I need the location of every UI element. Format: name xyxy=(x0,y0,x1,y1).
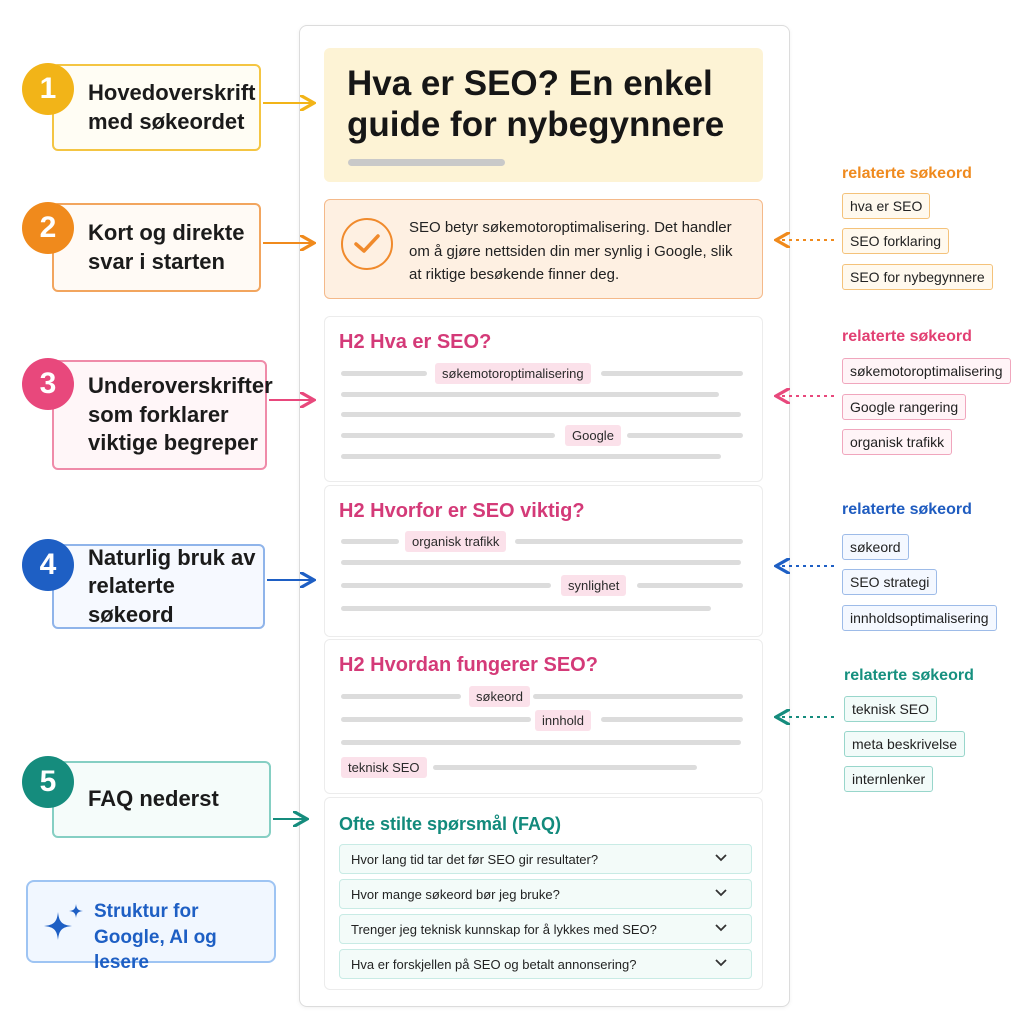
section-heading-2: H2 Hvorfor er SEO viktig? xyxy=(339,500,585,522)
faq-question-text: Hvor mange søkeord bør jeg bruke? xyxy=(351,887,560,902)
section-heading-1: H2 Hva er SEO? xyxy=(339,331,492,353)
direct-answer-card xyxy=(324,199,763,299)
faq-title: Ofte stilte spørsmål (FAQ) xyxy=(339,814,562,834)
keyword-tag: søkeord xyxy=(469,686,530,707)
step-number-2: 2 xyxy=(22,202,74,254)
text-line xyxy=(637,583,743,588)
direct-answer-text: SEO betyr søkemotoroptimalisering. Det handler om å gjøre nettsiden din mer synlig i Google, slik at riktige besøkende finner deg. xyxy=(409,219,733,284)
step-box-1 xyxy=(52,64,261,151)
text-line xyxy=(341,433,555,438)
keyword-tag: teknisk SEO xyxy=(341,757,427,778)
step-number-1: 1 xyxy=(22,63,74,115)
text-line xyxy=(341,412,741,417)
keyword-tag: Google xyxy=(565,425,621,446)
section-card-1 xyxy=(324,316,763,482)
step-number-4: 4 xyxy=(22,539,74,591)
text-line xyxy=(601,371,743,376)
keyword-chip: organisk trafikk xyxy=(842,429,952,455)
text-line xyxy=(341,371,427,376)
step-box-5 xyxy=(52,761,271,838)
step-5-label: FAQ nederst xyxy=(88,786,219,812)
text-line xyxy=(341,583,551,588)
text-line xyxy=(341,392,719,397)
keyword-chip: innholdsoptimalisering xyxy=(842,605,997,631)
badge-text: Struktur for Google, AI og lesere xyxy=(94,901,217,974)
text-line xyxy=(341,606,711,611)
text-line xyxy=(341,694,461,699)
step-box-4 xyxy=(52,544,265,629)
faq-card xyxy=(324,797,763,990)
faq-question-4[interactable] xyxy=(339,949,752,979)
text-line xyxy=(341,560,741,565)
keyword-chip: SEO forklaring xyxy=(842,228,949,254)
text-line xyxy=(601,717,743,722)
keyword-chip: meta beskrivelse xyxy=(844,731,965,757)
text-line xyxy=(341,717,531,722)
keyword-group-title-1: relaterte søkeord xyxy=(842,165,972,182)
keyword-chip: søkemotoroptimalisering xyxy=(842,358,1011,384)
step-box-3 xyxy=(52,360,273,470)
keyword-tag: innhold xyxy=(535,710,591,731)
keyword-chip: teknisk SEO xyxy=(844,696,937,722)
chevron-down-icon xyxy=(715,854,727,862)
keyword-group-title-4: relaterte søkeord xyxy=(844,667,974,684)
text-line xyxy=(341,539,399,544)
check-icon xyxy=(341,218,393,270)
faq-question-2[interactable] xyxy=(339,879,752,909)
text-line xyxy=(627,433,743,438)
structure-badge xyxy=(26,880,276,974)
faq-question-text: Hva er forskjellen på SEO og betalt annonsering? xyxy=(351,957,637,972)
chevron-down-icon xyxy=(715,924,727,932)
sparkle-icon xyxy=(42,902,88,946)
keyword-chip: internlenker xyxy=(844,766,933,792)
step-1-label: Hovedoverskrift med søkeordet xyxy=(88,79,256,134)
text-line xyxy=(515,539,743,544)
faq-question-1[interactable] xyxy=(339,844,752,874)
step-3-label: Underoverskrifter som forklarer viktige begreper xyxy=(88,373,273,456)
section-heading-3: H2 Hvordan fungerer SEO? xyxy=(339,654,598,676)
keyword-group-title-2: relaterte søkeord xyxy=(842,328,972,345)
section-card-3 xyxy=(324,639,763,794)
keyword-tag: synlighet xyxy=(561,575,626,596)
text-line xyxy=(533,694,743,699)
keyword-chip: SEO for nybegynnere xyxy=(842,264,993,290)
keyword-tag: organisk trafikk xyxy=(405,531,506,552)
faq-question-text: Hvor lang tid tar det før SEO gir resultater? xyxy=(351,852,599,867)
text-line xyxy=(433,765,697,770)
title-card xyxy=(324,48,763,182)
step-4-label: Naturlig bruk av relaterte søkeord xyxy=(88,544,256,627)
page-title: Hva er SEO? En enkel guide for nybegynnere xyxy=(347,64,725,144)
faq-question-3[interactable] xyxy=(339,914,752,944)
chevron-down-icon xyxy=(715,959,727,967)
step-number-3: 3 xyxy=(22,358,74,410)
step-box-2 xyxy=(52,203,261,292)
chevron-down-icon xyxy=(715,889,727,897)
section-card-2 xyxy=(324,485,763,637)
faq-question-text: Trenger jeg teknisk kunnskap for å lykkes med SEO? xyxy=(351,922,657,937)
text-line xyxy=(341,740,741,745)
step-number-5: 5 xyxy=(22,756,74,808)
text-line xyxy=(341,454,721,459)
keyword-chip: SEO strategi xyxy=(842,569,937,595)
title-underline xyxy=(348,159,505,166)
keyword-chip: Google rangering xyxy=(842,394,966,420)
keyword-tag: søkemotoroptimalisering xyxy=(435,363,591,384)
keyword-group-title-3: relaterte søkeord xyxy=(842,501,972,518)
keyword-chip: hva er SEO xyxy=(842,193,930,219)
step-2-label: Kort og direkte svar i starten xyxy=(88,219,245,274)
keyword-chip: søkeord xyxy=(842,534,909,560)
